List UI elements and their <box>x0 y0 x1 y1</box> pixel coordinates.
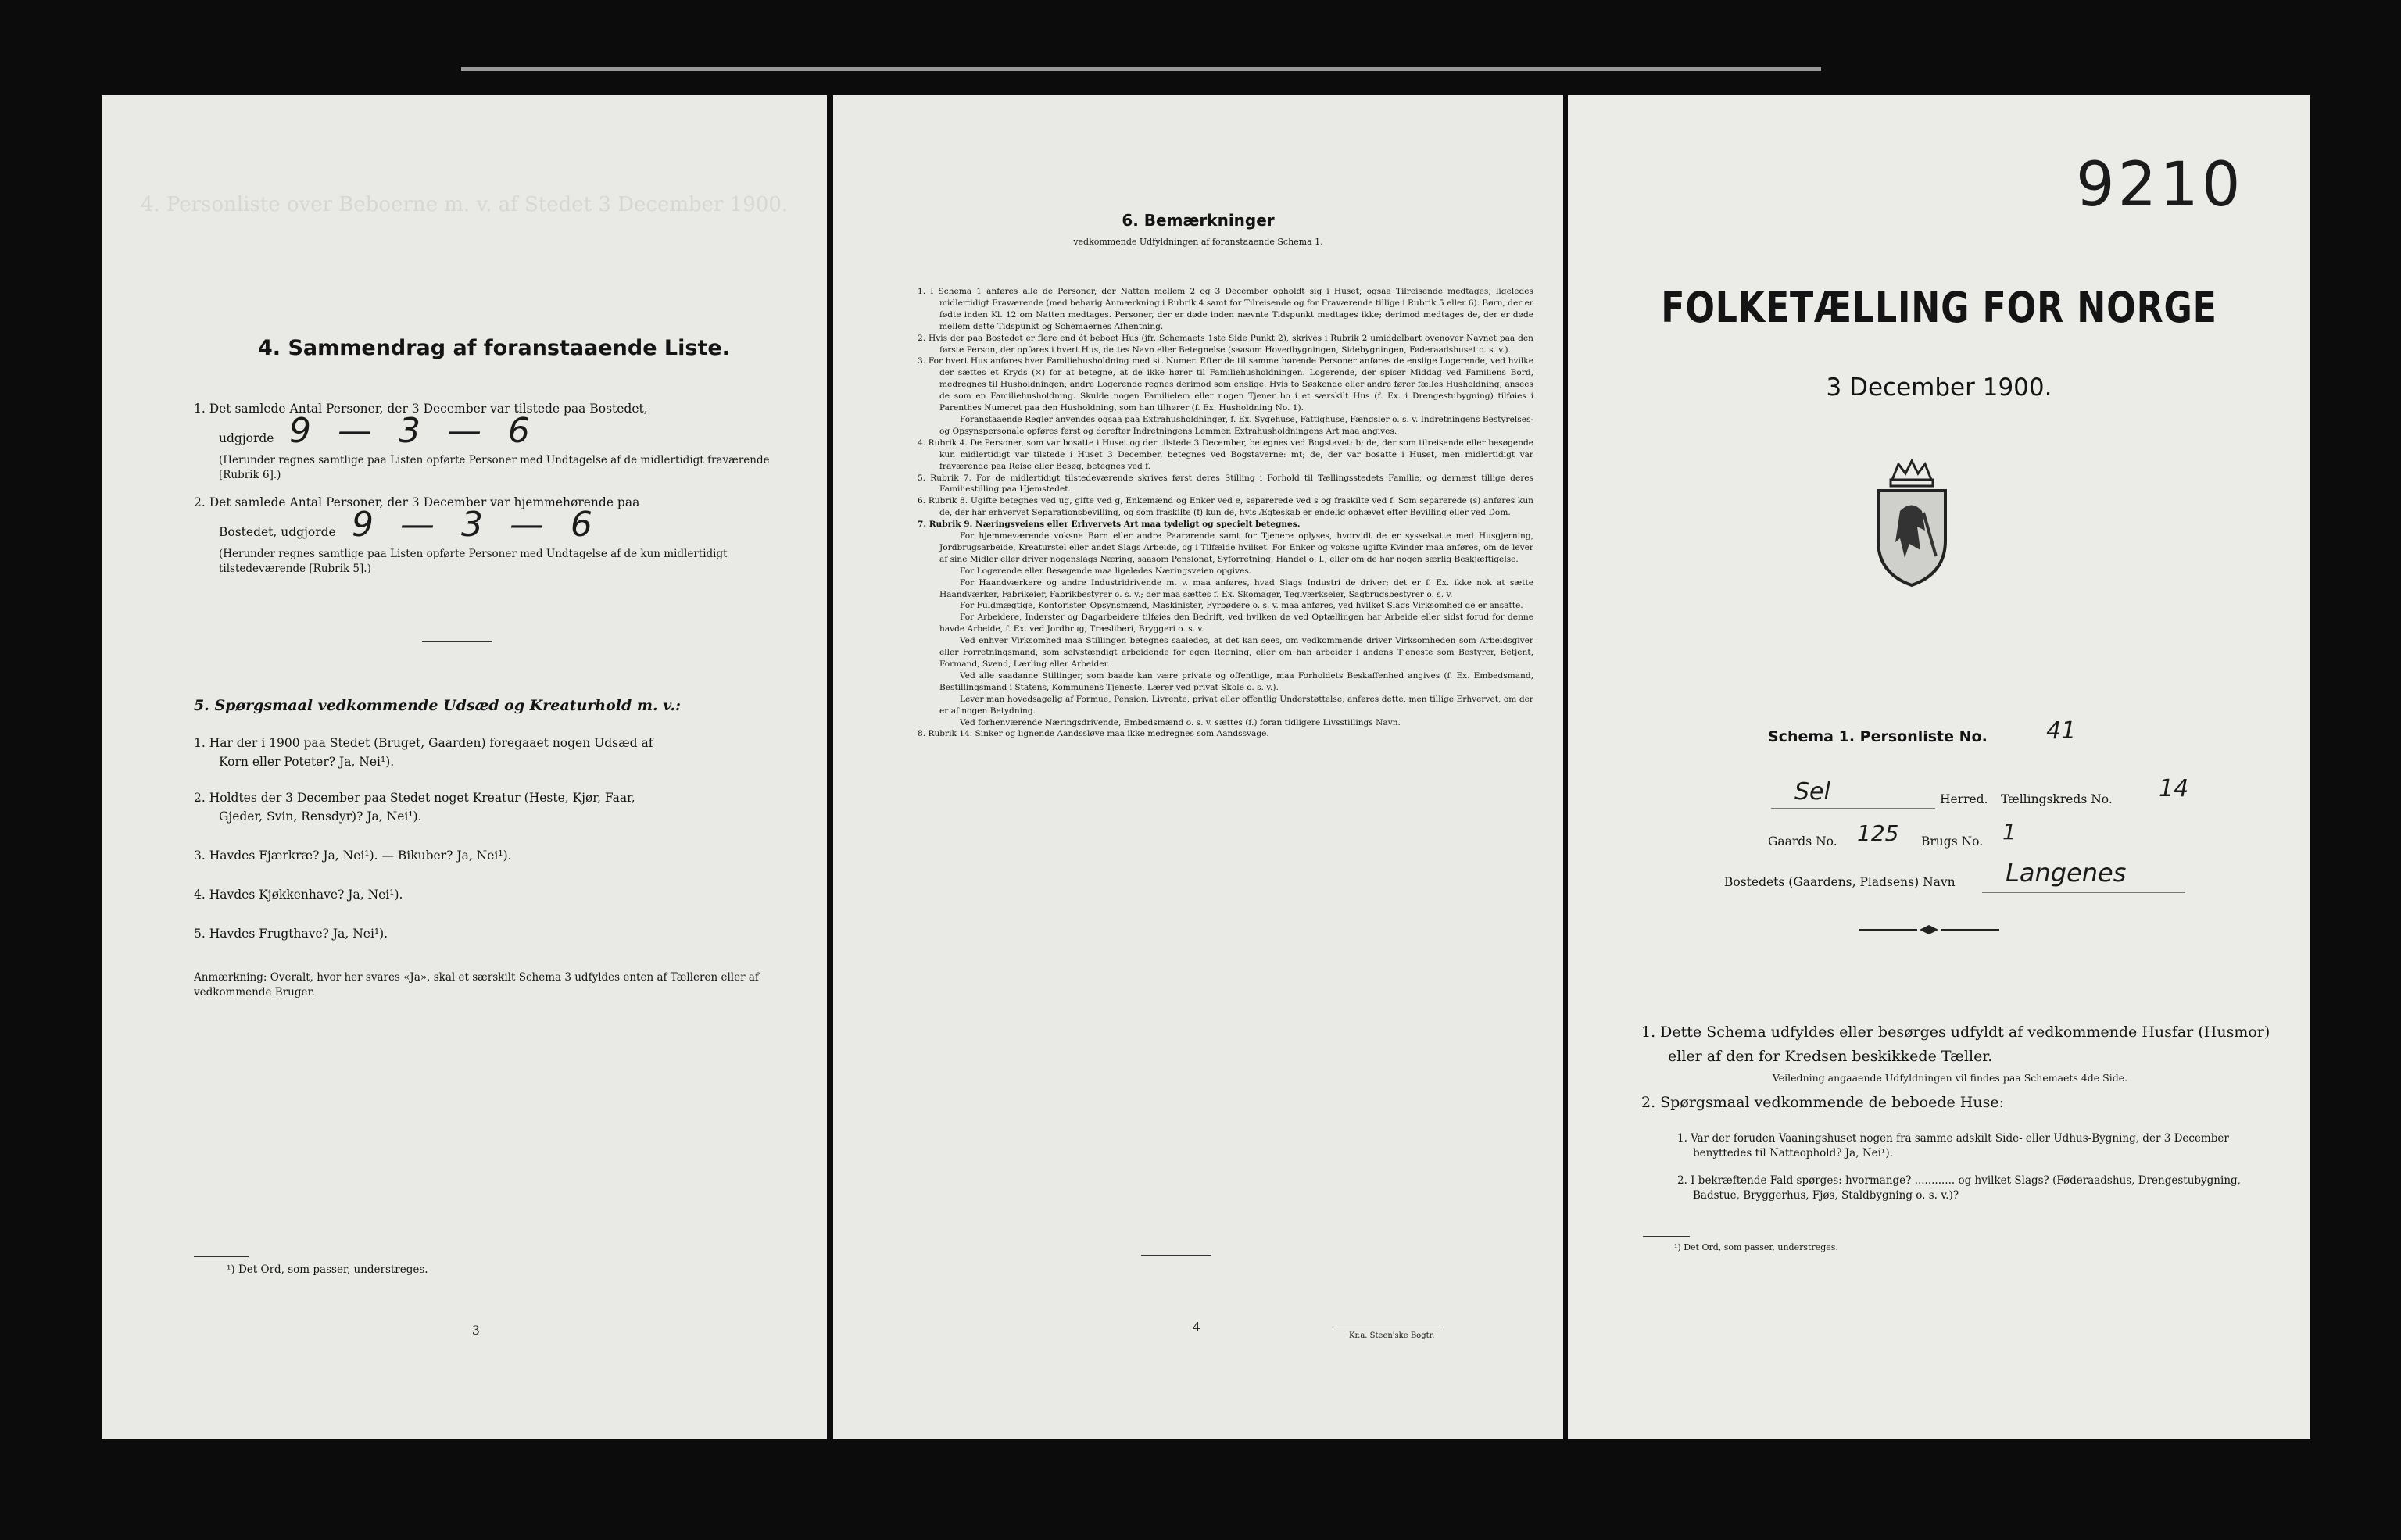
page-number: 4 <box>1193 1320 1200 1335</box>
bosted-label: Bostedets (Gaardens, Pladsens) Navn <box>1724 875 1956 889</box>
remark-paragraph: Lever man hovedsagelig af Formue, Pension, Livrente, privat eller offentlig Understøttelse, anføres dette, men tillige Erhvervet, om der er af nogen Betydning. <box>939 694 1533 716</box>
question-1b: Korn eller Poteter? Ja, Nei¹). <box>219 755 395 769</box>
divider <box>1141 1255 1211 1256</box>
summary-heading: 4. Sammendrag af foranstaaende Liste. <box>258 336 730 360</box>
ornamental-divider-icon <box>1859 922 1999 938</box>
remarks-subheading: vedkommende Udfyldningen af foranstaaende Schema 1. <box>1073 237 1323 247</box>
remark-paragraph: Foranstaaende Regler anvendes ogsaa paa Extrahusholdninger, f. Ex. Sygehuse, Fattighuse, Fængsler o. s. v. Indretningens Bestyrelses- og Opsynspersonale opføres først og derefter Indretningens Lemmer. Extrahusholdningens Art maa angives. <box>939 414 1533 436</box>
remark-paragraph: 2. Hvis der paa Bostedet er flere end ét beboet Hus (jfr. Schemaets 1ste Side Punkt 2), skrives i Rubrik 2 umiddelbart ovenover Navnet paa den første Person, der opføres i hvert Hus, dettes Navn eller Betegnelse (saasom Hovedbygningen, Sidebygningen, Føderaadshuset o. s. v.). <box>918 333 1533 355</box>
remark-paragraph: 5. Rubrik 7. For de midlertidigt tilstedeværende skrives først deres Stilling i Forhold til Tællingsstedets Familie, og dernæst tillige deres Familiestilling paa Hjemstedet. <box>918 473 1533 495</box>
schema-label: Schema 1. Personliste No. <box>1768 728 1988 745</box>
section-5-heading: 5. Spørgsmaal vedkommende Udsæd og Kreaturhold m. v.: <box>194 697 681 714</box>
footnote: ¹) Det Ord, som passer, understreges. <box>1674 1242 1838 1252</box>
herred-value: Sel <box>1794 778 1830 806</box>
printer-imprint: Kr.a. Steen'ske Bogtr. <box>1349 1331 1435 1340</box>
summary-item-1-handwriting: 9 — 3 — 6 <box>289 411 538 451</box>
question-2b: Gjeder, Svin, Rensdyr)? Ja, Nei¹). <box>219 809 422 824</box>
remark: Anmærkning: Overalt, hvor her svares «Ja», skal et særskilt Schema 3 udfyldes enten af Tælleren eller af vedkommende Bruger. <box>194 971 759 999</box>
footnote-rule <box>194 1256 249 1257</box>
question-1: 1. Har der i 1900 paa Stedet (Bruget, Gaarden) foregaaet nogen Udsæd af <box>194 736 653 750</box>
remark-paragraph: For Arbeidere, Inderster og Dagarbeidere tilføies den Bedrift, ved hvilken de ved Optællingen har Arbeide eller sidst forud for denne havde Arbeide, f. Ex. ved Jordbrug, Træsliberi, Bryggeri o. s. v. <box>939 613 1533 634</box>
remark-paragraph: Ved enhver Virksomhed maa Stillingen betegnes saaledes, at det kan sees, om vedkommende driver Virksomheden som Arbeidsgiver eller Forretningsmand, som selvstændigt arbeidende for egen Regning, eller om han arbeider i andens Tjeneste som Bestyrer, Betjent, Formand, Svend, Lærling eller Arbeider. <box>939 636 1533 669</box>
instruction-2-2: 2. I bekræftende Fald spørges: hvormange? ............ og hvilket Slags? (Føderaadshus, Drengestubygning, Badstue, Bryggerhus, Fjøs, Staldbygning o. s. v.)? <box>1677 1174 2241 1202</box>
page-3 <box>102 95 827 1439</box>
herred-line <box>1771 808 1935 809</box>
remark-paragraph: 4. Rubrik 4. De Personer, som var bosatte i Huset og der tilstede 3 December, betegnes ved Bogstavet: b; de, der som tilreisende eller besøgende kun midlertidigt var tilstede i Huset 3 December, betegnes ved Bogstaverne: mt; de, der var bosatte i Huset, men midlertidigt var fraværende paa Reise eller Besøg, betegnes ved f. <box>918 438 1533 471</box>
summary-item-2-note: (Herunder regnes samtlige paa Listen opførte Personer med Undtagelse af de kun midlertidigt tilstedeværende [Rubrik 5].) <box>219 548 728 575</box>
question-3: 3. Havdes Fjærkræ? Ja, Nei¹). — Bikuber? Ja, Nei¹). <box>194 849 512 863</box>
page-1-cover <box>1568 95 2310 1439</box>
remark-paragraph: For Haandværkere og andre Industridrivende m. v. maa anføres, hvad Slags Industri de driver; det er f. Ex. ikke nok at sætte Haandværker, Fabrikeier, Fabrikbestyrer o. s. v.; der maa sættes f. Ex. Skomager, Teglværkseier, Sagbrugsbestyrer o. s. v. <box>939 577 1533 599</box>
remarks-heading: 6. Bemærkninger <box>1122 211 1275 230</box>
summary-item-2: 2. Det samlede Antal Personer, der 3 December var hjemmehørende paa <box>194 495 640 509</box>
brugs-value: 1 <box>2002 819 2016 845</box>
brugs-label: Brugs No. <box>1921 834 1984 849</box>
remark-paragraph: 1. I Schema 1 anføres alle de Personer, der Natten mellem 2 og 3 December opholdt sig i Huset; ogsaa Tilreisende medtages; ligeledes midlertidigt Fraværende (med behørig Anmærkning i Rubrik 4 samt for Tilreisende og for Fraværende tillige i Rubrik 5 eller 6). Børn, der er fødte inden Kl. 12 om Natten medtages. Personer, der er døde inden nævnte Tidspunkt medtages ikke; derimod medtages de, der er døde mellem dette Tidspunkt og Schemaernes Afhentning. <box>918 287 1533 331</box>
remark-paragraph: For Fuldmægtige, Kontorister, Opsynsmænd, Maskinister, Fyrbødere o. s. v. maa anføres, ved hvilket Slags Virksomhed de er ansatte. <box>960 601 1523 611</box>
page-number: 3 <box>472 1324 480 1338</box>
schema-number: 41 <box>2046 717 2077 745</box>
instruction-2: 2. Spørgsmaal vedkommende de beboede Huse: <box>1641 1094 2004 1111</box>
remark-paragraph: 3. For hvert Hus anføres hver Familiehusholdning med sit Numer. Efter de til samme hørende Personer anføres de enslige Logerende, ved hvilke der sættes et Kryds (×) for at betegne, at de ikke hører til Familiehusholdningen. Logerende, der spiser Middag ved Familiens Bord, medregnes til Husholdningen; andre Logerende regnes derimod som enslige. Hvis to Søskende eller andre fører fælles Husholdning, ansees de som en Familiehusholdning. Skulde nogen Familielem eller nogen Tjener bo i et særskilt Hus (f. Ex. i Drengestubygning) tilføies i Parenthes Numeret paa den Husholdning, som han tilhører (f. Ex. Husholdning No. 1). <box>918 356 1533 413</box>
remark-paragraph: For hjemmeværende voksne Børn eller andre Paarørende samt for Tjenere oplyses, hvorvidt de er sysselsatte med Husgjerning, Jordbrugsarbeide, Kreaturstel eller andet Slags Arbeide, og i Tilfælde hvilket. For Enker og voksne ugifte Kvinder maa anføres, om de lever af sine Midler eller driver nogenslags Næring, saasom Pensionat, Syforretning, Handel o. l., eller om de har nogen særlig Beskjæftigelse. <box>939 531 1533 564</box>
kreds-value: 14 <box>2159 775 2189 802</box>
bleed-through-title: 4. Personliste over Beboerne m. v. af Stedet 3 December 1900. <box>140 193 789 216</box>
question-4: 4. Havdes Kjøkkenhave? Ja, Nei¹). <box>194 888 403 902</box>
summary-item-1-label: udgjorde <box>219 431 274 445</box>
census-date: 3 December 1900. <box>1826 373 2052 402</box>
bosted-line <box>1982 892 2185 893</box>
remark-paragraph: 7. Rubrik 9. Næringsveiens eller Erhvervets Art maa tydeligt og specielt betegnes. <box>918 520 1301 530</box>
footnote: ¹) Det Ord, som passer, understreges. <box>227 1263 428 1276</box>
kreds-label: Tællingskreds No. <box>2001 792 2113 806</box>
summary-item-2-handwriting: 9 — 3 — 6 <box>352 505 600 545</box>
summary-item-2-label: Bostedet, udgjorde <box>219 525 336 539</box>
remark-paragraph: Ved alle saadanne Stillinger, som baade kan være private og offentlige, maa Forholdets Beskaffenhed angives (f. Ex. Embedsmand, Bestillingsmand i Statens, Kommunens Tjeneste, Lærer ved privat Skole o. s. v.). <box>939 670 1533 692</box>
question-5: 5. Havdes Frugthave? Ja, Nei¹). <box>194 927 388 941</box>
question-2: 2. Holdtes der 3 December paa Stedet noget Kreatur (Heste, Kjør, Faar, <box>194 791 635 805</box>
summary-item-1-note: (Herunder regnes samtlige paa Listen opførte Personer med Undtagelse af de midlertidigt fraværende [Rubrik 6].) <box>219 454 770 481</box>
summary-item-1: 1. Det samlede Antal Personer, der 3 December var tilstede paa Bostedet, <box>194 402 648 416</box>
divider <box>422 641 492 642</box>
footnote-rule <box>1643 1236 1690 1237</box>
instruction-1-note: Veiledning angaaende Udfyldningen vil findes paa Schemaets 4de Side. <box>1772 1072 2128 1084</box>
remark-paragraph: 6. Rubrik 8. Ugifte betegnes ved ug, gifte ved g, Enkemænd og Enker ved e, separerede ved s og fraskilte ved f. Som separerede (s) anføres kun de, der har erhvervet Separationsbevilling, og som fraskilte (f) kun de, hvis Ægteskab er endelig ophævet efter Bevilling eller ved Dom. <box>918 496 1533 518</box>
remark-paragraph: 8. Rubrik 14. Sinker og lignende Aandssløve maa ikke medregnes som Aandssvage. <box>918 729 1269 739</box>
coat-of-arms-icon <box>1869 456 1955 589</box>
gaards-label: Gaards No. <box>1768 834 1837 849</box>
archive-number: 9210 <box>2076 150 2244 220</box>
bosted-value: Langenes <box>2006 858 2127 888</box>
remarks-body <box>918 286 1533 740</box>
instruction-2-1: 1. Var der foruden Vaaningshuset nogen fra samme adskilt Side- eller Udhus-Bygning, der 3 December benyttedes til Natteophold? Ja, Nei¹). <box>1677 1132 2229 1159</box>
top-scan-edge <box>461 67 1821 71</box>
remark-paragraph: Ved forhenværende Næringsdrivende, Embedsmænd o. s. v. sættes (f.) foran tidligere Livsstillings Navn. <box>960 717 1401 727</box>
gaards-value: 125 <box>1857 820 1899 846</box>
page-4 <box>833 95 1563 1439</box>
herred-label: Herred. <box>1940 792 1988 806</box>
census-title: FOLKETÆLLING FOR NORGE <box>1661 283 2217 332</box>
remark-paragraph: For Logerende eller Besøgende maa ligeledes Næringsveien opgives. <box>960 566 1252 576</box>
instruction-1: 1. Dette Schema udfyldes eller besørges udfyldt af vedkommende Husfar (Husmor) eller af den for Kredsen beskikkede Tæller. <box>1641 1024 2270 1065</box>
